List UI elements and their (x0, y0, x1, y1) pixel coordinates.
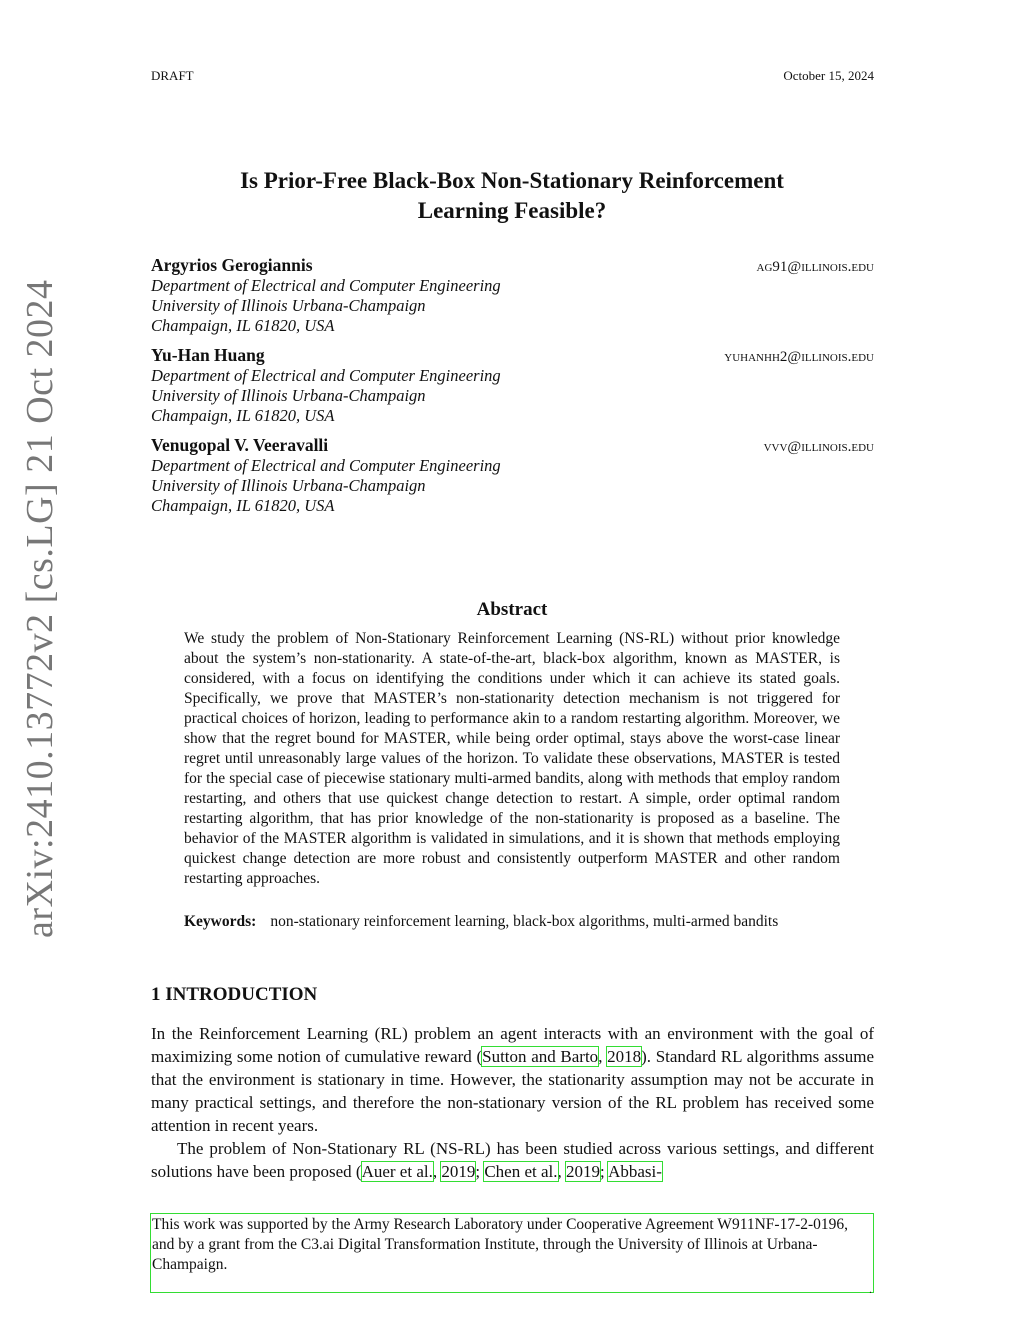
introduction-body (151, 1022, 874, 1183)
citation-separator: ; (600, 1162, 609, 1181)
paper-title-line-1: Is Prior-Free Black-Box Non-Stationary Reinforcement (240, 168, 784, 193)
author-name: Venugopal V. Veeravalli (151, 435, 329, 455)
author-university: University of Illinois Urbana-Champaign (151, 386, 426, 405)
citation-separator: , (432, 1162, 442, 1181)
author-block-1 (151, 255, 874, 336)
paper-title-line-2: Learning Feasible? (417, 198, 607, 223)
footnote-text: This work was supported by the Army Research Laboratory under Cooperative Agreement W911NF-17-2-0196, and by a grant from the C3.ai Digital Transformation Institute, through the University of Illinois at Urbana-Champaign. (152, 1216, 849, 1273)
author-address: Champaign, IL 61820, USA (151, 406, 335, 425)
author-address: Champaign, IL 61820, USA (151, 496, 335, 515)
citation-separator: ; (475, 1162, 485, 1181)
citation-link[interactable]: Auer et al. (361, 1162, 433, 1181)
author-email[interactable]: vvv@illinois.edu (763, 439, 874, 455)
abstract-text: We study the problem of Non-Stationary Reinforcement Learning (NS-RL) without prior knowledge about the system’s non-stationarity. A state-of-the-art, black-box algorithm, known as MASTER, is considered, with a focus on identifying the conditions under which it can achieve its stated goals. Specifically, we prove that MASTER’s non-stationarity detection mechanism is not triggered for practical choices of horizon, leading to performance akin to a random restarting algorithm. Moreover, we show that the regret bound for MASTER, while being order optimal, stays above the worst-case linear regret until unreasonably large values of the horizon. To validate these observations, MASTER is tested for the special case of piecewise stationary multi-armed bandits, along with methods that employ random restarting, and others that use quickest change detection to restart. A simple, order optimal random restarting algorithm, that has prior knowledge of the non-stationarity is proposed as a baseline. The behavior of the MASTER algorithm is validated in simulations, and it is shown that methods employing quickest change detection are more robust and consistently outperform MASTER and other random restarting approaches. (184, 630, 840, 887)
author-email[interactable]: yuhanhh2@illinois.edu (724, 349, 874, 365)
citation-separator: , (557, 1162, 567, 1181)
author-name: Yu-Han Huang (151, 345, 265, 365)
citation-link[interactable]: Sutton and Barto (482, 1047, 599, 1066)
running-header-left: DRAFT (151, 68, 194, 83)
author-department: Department of Electrical and Computer Engineering (151, 456, 501, 475)
citation-link[interactable]: Abbasi- (608, 1162, 662, 1181)
citation-year-link[interactable]: 2019 (566, 1162, 601, 1181)
author-block-2 (151, 345, 874, 426)
author-address: Champaign, IL 61820, USA (151, 316, 335, 335)
citation-year-link[interactable]: 2018 (607, 1047, 642, 1066)
paragraph-text: ). Standard RL algorithms assume that the environment is stationary in time. However, the stationarity assumption may not be accurate in many practical settings, and therefore the non-stationary version of the RL problem has received some attention in recent years. (151, 1047, 875, 1135)
author-name: Argyrios Gerogiannis (151, 255, 313, 275)
footnote-end-mark: . (869, 1282, 872, 1296)
citation-separator: , (598, 1047, 608, 1066)
abstract-heading: Abstract (476, 599, 548, 620)
citation-link[interactable]: Chen et al. (484, 1162, 558, 1181)
citation-year-link[interactable]: 2019 (441, 1162, 476, 1181)
section-heading-introduction: 1 INTRODUCTION (151, 984, 318, 1005)
author-university: University of Illinois Urbana-Champaign (151, 296, 426, 315)
arxiv-side-stamp: arXiv:2410.13772v2 [cs.LG] 21 Oct 2024 (19, 279, 61, 938)
author-university: University of Illinois Urbana-Champaign (151, 476, 426, 495)
paragraph (151, 1022, 874, 1137)
running-header-date: October 15, 2024 (783, 68, 874, 83)
paragraph-text: In the Reinforcement Learning (RL) problem an agent interacts with an environment with the goal of maximizing some notion of cumulative reward ( (151, 1024, 874, 1066)
author-email[interactable]: ag91@illinois.edu (756, 259, 874, 275)
author-department: Department of Electrical and Computer Engineering (151, 366, 501, 385)
author-department: Department of Electrical and Computer Engineering (151, 276, 501, 295)
footnote-link-box[interactable] (150, 1213, 874, 1293)
keywords-label: Keywords: (184, 913, 257, 930)
author-block-3 (151, 435, 874, 516)
paragraph-text: The problem of Non-Stationary RL (NS-RL) has been studied across various settings, and different solutions have been proposed ( (151, 1139, 874, 1181)
paper-title (150, 166, 874, 226)
paragraph (151, 1137, 874, 1183)
keywords-text: non-stationary reinforcement learning, black-box algorithms, multi-armed bandits (270, 913, 779, 930)
keywords (184, 912, 840, 932)
